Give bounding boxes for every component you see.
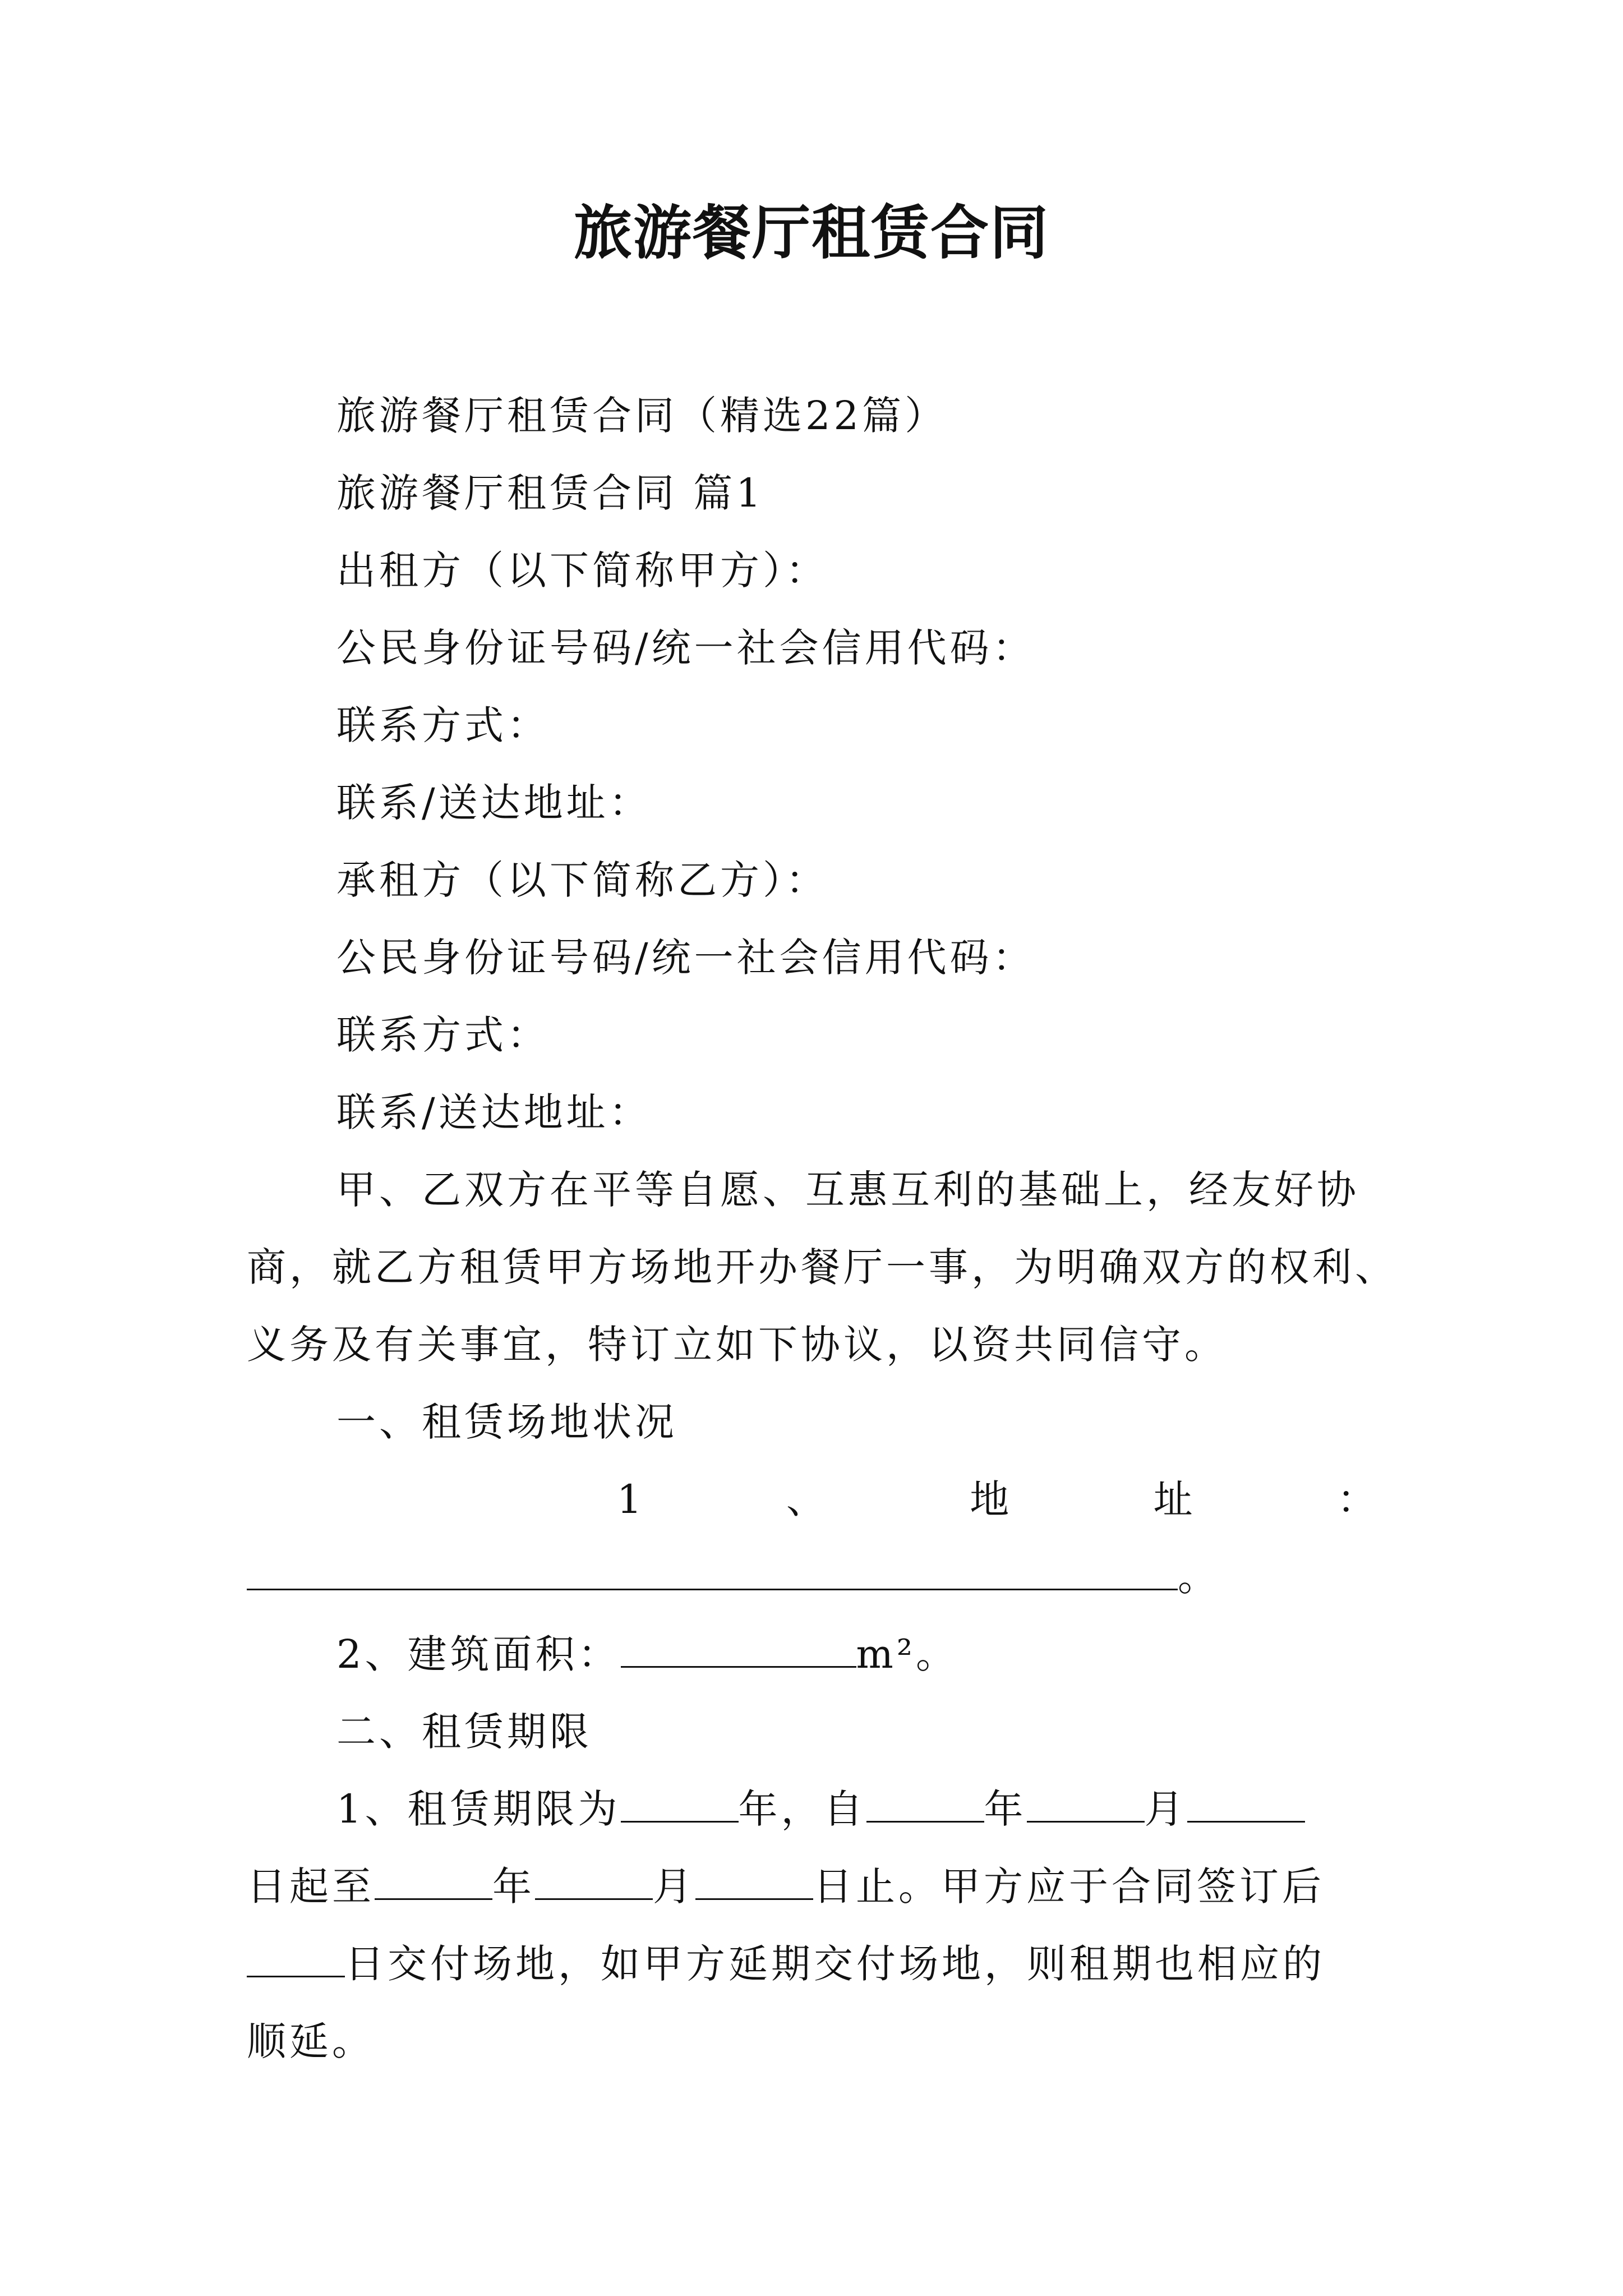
term-blank [535,1865,653,1900]
term-text: 年 [492,1864,535,1910]
term-blank [375,1865,492,1900]
address-blank [247,1555,1178,1590]
intro-paragraph-line: 义务及有关事宜，特订立如下协议，以资共同信守。 [247,1322,1227,1368]
party-a-id: 公民身份证号码/统一社会信用代码： [336,625,1035,671]
party-a-address: 联系/送达地址： [336,780,652,826]
term-text: 年 [984,1786,1027,1832]
area-suffix: m²。 [856,1631,958,1677]
address-part: ： [1336,1476,1380,1522]
intro-paragraph-line: 商，就乙方租赁甲方场地开办餐厅一事，为明确双方的权利、 [247,1244,1398,1290]
term-text: 1、租赁期限为 [336,1786,621,1832]
term-text: 月 [653,1864,695,1910]
party-b-contact: 联系方式： [336,1012,550,1058]
term-blank [695,1865,813,1900]
address-part: 址 [1153,1476,1196,1522]
party-b-label: 承租方（以下简称乙方）： [336,857,828,903]
party-b-address: 联系/送达地址： [336,1089,652,1135]
area-line [247,1616,1380,1693]
term-text: 年，自 [738,1786,866,1832]
term-text: 日交付场地，如甲方延期交付场地，则租期也相应的 [345,1941,1325,1987]
term-blank [1187,1787,1305,1823]
address-part: 1 [617,1476,645,1522]
clause-1-heading: 一、租赁场地状况 [336,1399,677,1445]
term-line [247,1925,1380,2003]
term-blank [247,1942,345,1977]
clause-2-heading: 二、租赁期限 [336,1709,592,1755]
term-text: 日止。甲方应于合同签订后 [813,1864,1325,1910]
document-title: 旅游餐厅租赁合同 [573,198,1049,267]
term-line [247,1770,1380,1848]
term-line [247,1848,1380,1925]
term-text: 日起至 [247,1864,375,1910]
term-blank [621,1787,739,1823]
term-blank [1027,1787,1145,1823]
term-blank [866,1787,984,1823]
document-body [247,377,1398,2080]
section-heading: 旅游餐厅租赁合同 篇1 [336,470,764,516]
term-text: 月 [1144,1786,1187,1832]
address-part: 地 [970,1476,1013,1522]
intro-paragraph-line: 甲、乙双方在平等自愿、互惠互利的基础上，经友好协 [336,1167,1359,1213]
subtitle: 旅游餐厅租赁合同（精选22篇） [336,393,948,439]
area-blank [621,1632,856,1668]
address-part: 、 [786,1476,829,1522]
address-blank-line [247,1538,1380,1616]
party-b-id: 公民身份证号码/统一社会信用代码： [336,935,1035,981]
term-line: 顺延。 [247,2018,375,2064]
address-line [247,1461,1380,1538]
party-a-contact: 联系方式： [336,702,550,748]
area-prefix: 2、建筑面积： [336,1631,621,1677]
party-a-label: 出租方（以下简称甲方）： [336,547,828,593]
address-end: 。 [1178,1554,1220,1600]
